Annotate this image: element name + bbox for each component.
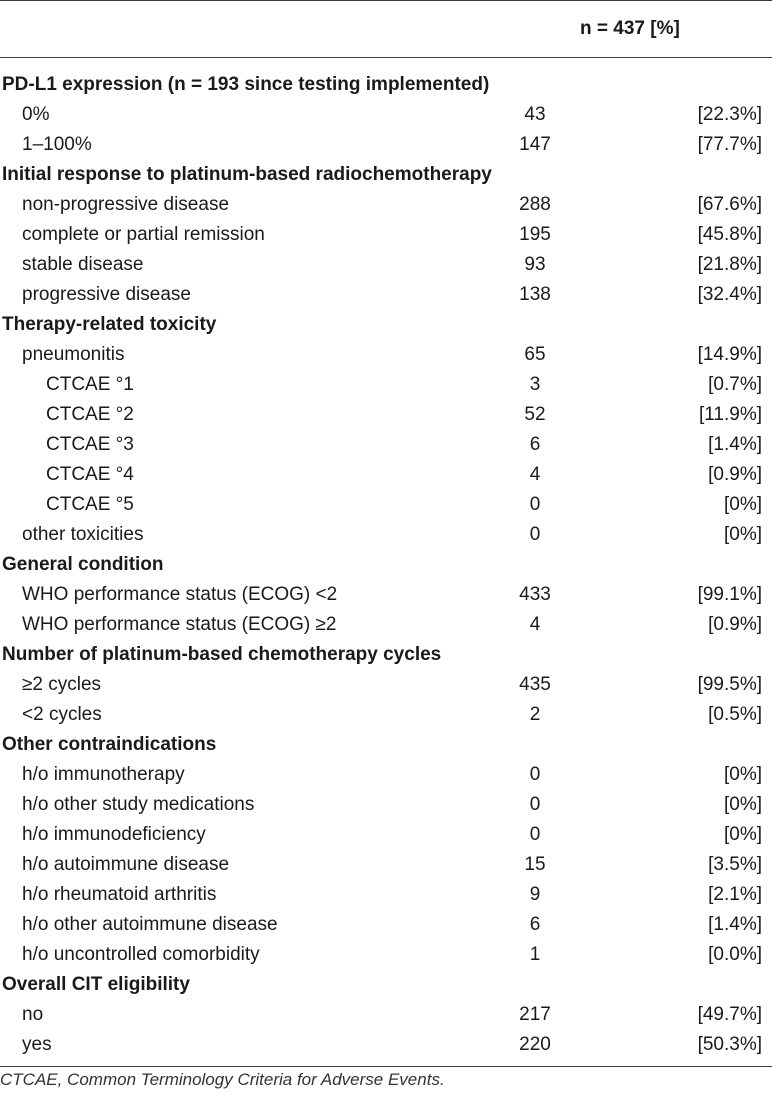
row-label: 0% bbox=[22, 104, 50, 125]
row-label: stable disease bbox=[22, 254, 144, 275]
percent-cell: [2.1%] bbox=[708, 884, 762, 905]
row-label: CTCAE °1 bbox=[46, 374, 134, 395]
table-row bbox=[0, 1030, 772, 1060]
percent-cell: [0.0%] bbox=[708, 944, 762, 965]
table-row bbox=[0, 250, 772, 280]
percent-cell: [0%] bbox=[723, 764, 762, 785]
count-cell: 0 bbox=[529, 524, 541, 545]
count-cell: 93 bbox=[524, 254, 546, 275]
table-row bbox=[0, 220, 772, 250]
count-cell: 65 bbox=[524, 344, 546, 365]
row-label: non-progressive disease bbox=[22, 194, 230, 215]
row-label: <2 cycles bbox=[22, 704, 102, 725]
row-label: CTCAE °3 bbox=[46, 434, 134, 455]
table-row bbox=[0, 670, 772, 700]
row-label: h/o other study medications bbox=[22, 794, 255, 815]
section-heading-row bbox=[0, 550, 772, 580]
table-row bbox=[0, 760, 772, 790]
percent-cell: [0.7%] bbox=[708, 374, 762, 395]
count-cell: 2 bbox=[529, 704, 541, 725]
table-row bbox=[0, 700, 772, 730]
row-label: yes bbox=[22, 1034, 52, 1055]
table-row bbox=[0, 190, 772, 220]
count-cell: 4 bbox=[529, 614, 541, 635]
table-row bbox=[0, 790, 772, 820]
percent-cell: [3.5%] bbox=[708, 854, 762, 875]
table-row bbox=[0, 130, 772, 160]
section-heading: Therapy-related toxicity bbox=[2, 314, 217, 335]
row-label: 1–100% bbox=[22, 134, 92, 155]
count-cell: 0 bbox=[529, 824, 541, 845]
section-heading: Number of platinum-based chemotherapy cycles bbox=[2, 644, 442, 665]
section-heading-row bbox=[0, 70, 772, 100]
table-row bbox=[0, 400, 772, 430]
count-cell: 433 bbox=[519, 584, 551, 605]
count-cell: 6 bbox=[529, 434, 541, 455]
percent-cell: [0%] bbox=[723, 794, 762, 815]
percent-cell: [11.9%] bbox=[698, 404, 762, 425]
table-footnote: CTCAE, Common Terminology Criteria for Adverse Events. bbox=[0, 1070, 445, 1089]
table-row bbox=[0, 430, 772, 460]
percent-cell: [50.3%] bbox=[697, 1034, 762, 1055]
table-row bbox=[0, 580, 772, 610]
count-cell: 288 bbox=[519, 194, 551, 215]
percent-cell: [0.5%] bbox=[708, 704, 762, 725]
count-cell: 0 bbox=[529, 764, 541, 785]
table-row bbox=[0, 460, 772, 490]
percent-cell: [0%] bbox=[723, 524, 762, 545]
row-label: h/o uncontrolled comorbidity bbox=[22, 944, 260, 965]
table-row bbox=[0, 820, 772, 850]
column-header-n-percent: n = 437 [%] bbox=[580, 18, 680, 39]
percent-cell: [99.1%] bbox=[697, 584, 762, 605]
row-label: h/o autoimmune disease bbox=[22, 854, 230, 875]
row-label: progressive disease bbox=[22, 284, 191, 305]
percent-cell: [21.8%] bbox=[697, 254, 762, 275]
count-cell: 195 bbox=[519, 224, 551, 245]
count-cell: 217 bbox=[519, 1004, 551, 1025]
row-label: h/o immunodeficiency bbox=[22, 824, 206, 845]
section-heading-row bbox=[0, 310, 772, 340]
bottom-rule bbox=[0, 1066, 772, 1067]
count-cell: 0 bbox=[529, 494, 541, 515]
table-header bbox=[0, 1, 772, 57]
row-label: other toxicities bbox=[22, 524, 144, 545]
row-label: pneumonitis bbox=[22, 344, 125, 365]
percent-cell: [0.9%] bbox=[708, 614, 762, 635]
count-cell: 15 bbox=[524, 854, 546, 875]
count-cell: 9 bbox=[529, 884, 541, 905]
section-heading-row bbox=[0, 970, 772, 1000]
table-row bbox=[0, 610, 772, 640]
table-row bbox=[0, 340, 772, 370]
percent-cell: [0.9%] bbox=[708, 464, 762, 485]
percent-cell: [1.4%] bbox=[708, 434, 762, 455]
table-row bbox=[0, 100, 772, 130]
section-heading: Initial response to platinum-based radiochemotherapy bbox=[2, 164, 492, 185]
table-row bbox=[0, 880, 772, 910]
row-label: complete or partial remission bbox=[22, 224, 265, 245]
percent-cell: [49.7%] bbox=[697, 1004, 762, 1025]
count-cell: 138 bbox=[519, 284, 551, 305]
table-body bbox=[0, 70, 772, 1060]
count-cell: 147 bbox=[519, 134, 551, 155]
percent-cell: [77.7%] bbox=[697, 134, 762, 155]
percent-cell: [0%] bbox=[723, 824, 762, 845]
count-cell: 220 bbox=[519, 1034, 551, 1055]
row-label: h/o other autoimmune disease bbox=[22, 914, 278, 935]
section-heading: PD-L1 expression (n = 193 since testing implemented) bbox=[2, 74, 490, 95]
table-row bbox=[0, 850, 772, 880]
count-cell: 4 bbox=[529, 464, 541, 485]
section-heading-row bbox=[0, 640, 772, 670]
count-cell: 0 bbox=[529, 794, 541, 815]
percent-cell: [1.4%] bbox=[708, 914, 762, 935]
count-cell: 435 bbox=[519, 674, 551, 695]
percent-cell: [45.8%] bbox=[697, 224, 762, 245]
percent-cell: [0%] bbox=[723, 494, 762, 515]
count-cell: 6 bbox=[529, 914, 541, 935]
table-row bbox=[0, 520, 772, 550]
percent-cell: [32.4%] bbox=[697, 284, 762, 305]
table-row bbox=[0, 940, 772, 970]
row-label: h/o rheumatoid arthritis bbox=[22, 884, 217, 905]
table-row bbox=[0, 1000, 772, 1030]
table-row bbox=[0, 370, 772, 400]
percent-cell: [67.6%] bbox=[697, 194, 762, 215]
row-label: CTCAE °5 bbox=[46, 494, 134, 515]
section-heading: Overall CIT eligibility bbox=[2, 974, 190, 995]
percent-cell: [14.9%] bbox=[697, 344, 762, 365]
section-heading: General condition bbox=[2, 554, 164, 575]
row-label: no bbox=[22, 1004, 44, 1025]
count-cell: 3 bbox=[529, 374, 541, 395]
row-label: h/o immunotherapy bbox=[22, 764, 185, 785]
table-row bbox=[0, 280, 772, 310]
section-heading-row bbox=[0, 160, 772, 190]
section-heading: Other contraindications bbox=[2, 734, 217, 755]
row-label: WHO performance status (ECOG) <2 bbox=[22, 584, 338, 605]
row-label: WHO performance status (ECOG) ≥2 bbox=[22, 614, 337, 635]
count-cell: 52 bbox=[524, 404, 546, 425]
count-cell: 43 bbox=[524, 104, 546, 125]
row-label: ≥2 cycles bbox=[22, 674, 102, 695]
row-label: CTCAE °2 bbox=[46, 404, 134, 425]
row-label: CTCAE °4 bbox=[46, 464, 134, 485]
count-cell: 1 bbox=[529, 944, 541, 965]
section-heading-row bbox=[0, 730, 772, 760]
percent-cell: [99.5%] bbox=[697, 674, 762, 695]
table-row bbox=[0, 910, 772, 940]
percent-cell: [22.3%] bbox=[697, 104, 762, 125]
table-row bbox=[0, 490, 772, 520]
